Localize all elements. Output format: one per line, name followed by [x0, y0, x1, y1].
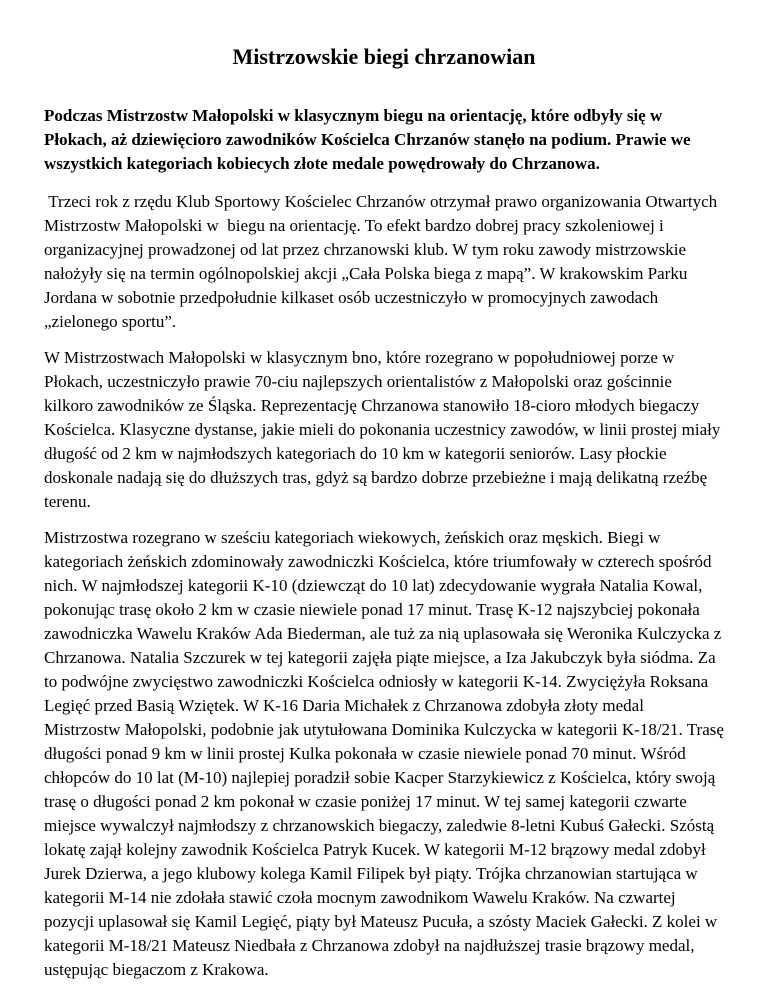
article-paragraph-1: Trzeci rok z rzędu Klub Sportowy Kościelec Chrzanów otrzymał prawo organizowania Otwartych Mistrzostw Małopolski w biegu na orientację. To efekt bardzo dobrej pracy szkoleniowej i organizacyjnej prowadzonej od lat przez chrzanowski klub. W tym roku zawody mistrzowskie nałożyły się na termin ogólnopolskiej akcji „Cała Polska biega z mapą”. W krakowskim Parku Jordana w sobotnie przedpołudnie kilkaset osób uczestniczyło w promocyjnych zawodach „zielonego sportu”. — [44, 192, 722, 331]
article-paragraph-3: Mistrzostwa rozegrano w sześciu kategoriach wiekowych, żeńskich oraz męskich. Biegi w kategoriach żeńskich zdominowały zawodniczki Kościelca, które triumfowały w czterech spośród nich. W najmłodszej kategorii K-10 (dziewcząt do 10 lat) zdecydowanie wygrała Natalia Kowal, pokonując trasę około 2 km w czasie niewiele ponad 17 minut. Trasę K-12 najszybciej pokonała zawodniczka Wawelu Kraków Ada Biederman, ale tuż za nią uplasowała się Weronika Kulczycka z Chrzanowa. Natalia Szczurek w tej kategorii zajęła piąte miejsce, a Iza Jakubczyk była siódma. Za to podwójne zwycięstwo zawodniczki Kościelca odniosły w kategorii K-14. Zwyciężyła Roksana Legięć przed Basią Wziętek. W K-16 Daria Michałek z Chrzanowa zdobyła złoty medal Mistrzostw Małopolski, podobnie jak utytułowana Dominika Kulczycka w kategorii K-18/21. Trasę długości ponad 9 km w linii prostej Kulka pokonała w czasie niewiele ponad 70 minut. Wśród chłopców do 10 lat (M-10) najlepiej poradził sobie Kacper Starzykiewicz z Kościelca, który swoją trasę o długości ponad 2 km pokonał w czasie poniżej 17 minut. W tej samej kategorii czwarte miejsce wywalczył najmłodszy z chrzanowskich biegaczy, zaledwie 8-letni Kubuś Gałecki. Szóstą lokatę zajął kolejny zawodnik Kościelca Patryk Kucek. W kategorii M-12 brązowy medal zdobył Jurek Dzierwa, a jego klubowy kolega Kamil Filipek był piąty. Trójka chrzanowian startująca w kategorii M-14 nie zdołała stawić czoła mocnym zawodnikom Wawelu Kraków. Na czwartej pozycji uplasował się Kamil Legięć, piąty był Mateusz Pucuła, a szósty Maciek Gałecki. Z kolei w kategorii M-18/21 Mateusz Niedbała z Chrzanowa zdobył na najdłuższej trasie brązowy medal, ustępując biegaczom z Krakowa. — [44, 528, 724, 979]
article-paragraph-2: W Mistrzostwach Małopolski w klasycznym bno, które rozegrano w popołudniowej porze w Płokach, uczestniczyło prawie 70-ciu najlepszych orientalistów z Małopolski oraz gościnnie kilkoro zawodników ze Śląska. Reprezentację Chrzanowa stanowiło 18-cioro młodych biegaczy Kościelca. Klasyczne dystanse, jakie mieli do pokonania uczestnicy zawodów, w linii prostej miały długość od 2 km w najmłodszych kategoriach do 10 km w kategorii seniorów. Lasy płockie doskonale nadają się do dłuższych tras, gdyż są bardzo dobrze przebieżne i mają delikatną rzeźbę terenu. — [44, 348, 721, 511]
article-title: Mistrzowskie biegi chrzanowian — [232, 44, 536, 69]
article-lead: Podczas Mistrzostw Małopolski w klasycznym biegu na orientację, które odbyły się w Płokach, aż dziewięcioro zawodników Kościelca Chrzanów stanęło na podium. Prawie we wszystkich kategoriach kobiecych złote medale powędrowały do Chrzanowa. — [44, 106, 691, 173]
